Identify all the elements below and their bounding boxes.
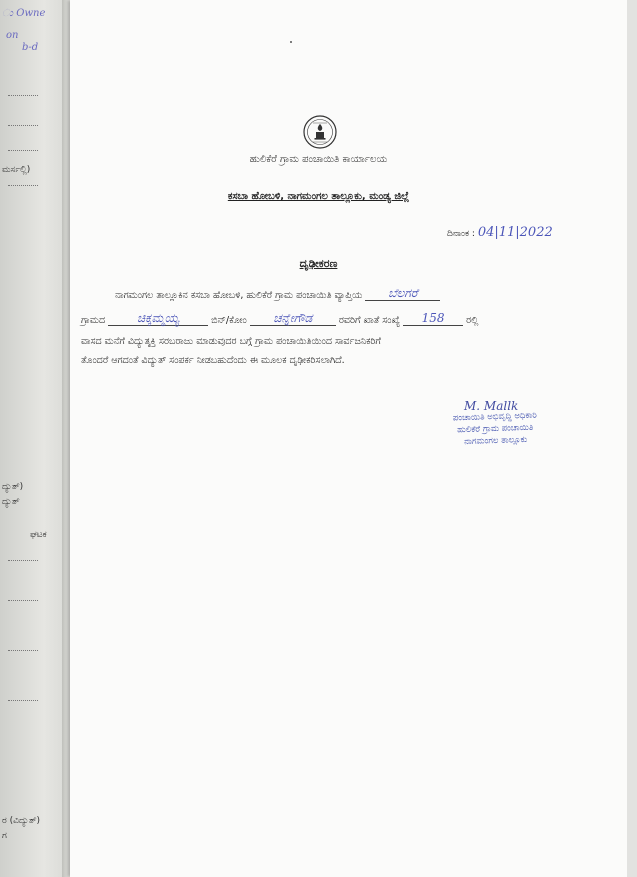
applicant-name-field: ಚಿಕ್ಕಮ್ಮಯ್ಯ <box>108 312 208 326</box>
khata-number-field: 158 <box>403 312 463 326</box>
underlying-dotted-line <box>8 650 38 651</box>
office-title: ಹುಲಿಕೆರೆ ಗ್ರಾಮ ಪಂಚಾಯಿತಿ ಕಾರ್ಯಾಲಯ <box>249 154 388 165</box>
village-name-field: ಬೆಲಗರೆ <box>365 287 440 301</box>
body-line-4: ತೊಂದರೆ ಆಗದಂತೆ ವಿದ್ಯುತ್ ಸಂಪರ್ಕ ನೀಡಬಹುದೆಂದು ಈ ಮೂಲಕ ದೃಢೀಕರಿಸಲಾಗಿದೆ. <box>81 355 345 366</box>
body-line-2 <box>81 312 478 326</box>
body-line-3: ವಾಸದ ಮನೆಗೆ ವಿದ್ಯುತ್ಶಕ್ತಿ ಸರಬರಾಜು ಮಾಡುವುದರ ಬಗ್ಗೆ ಗ್ರಾಮ ಪಂಚಾಯಿತಿಯಿಂದ ಸಾರ್ವಜನಿಕರಿಗೆ <box>81 336 381 347</box>
stamp-line-2: ಹುಲಿಕೆರೆ ಗ್ರಾಮ ಪಂಚಾಯಿತಿ <box>457 422 534 436</box>
body-text: ಗ್ರಾಮದ <box>81 315 106 326</box>
stamp-line-1: ಪಂಚಾಯಿತಿ ಅಭಿವೃದ್ಧಿ ಅಧಿಕಾರಿ <box>452 410 537 424</box>
underlying-dotted-line <box>8 600 38 601</box>
page-speck <box>290 41 292 43</box>
document-title: ದೃಢೀಕರಣ <box>299 257 338 270</box>
body-text: ರವರಿಗೆ ಖಾತೆ ಸಂಖ್ಯೆ <box>338 315 401 326</box>
panchayat-emblem-icon <box>303 115 337 149</box>
underlying-dotted-line <box>8 125 38 126</box>
underlying-dotted-line <box>8 150 38 151</box>
underlying-dotted-line <box>8 185 38 186</box>
underlying-text-fragment: ರ (ವಿದ್ಯುತ್) <box>2 816 41 826</box>
underlying-dotted-line <box>8 95 38 96</box>
underlying-handwriting: on <box>6 30 19 41</box>
date-value: 04|11|2022 <box>477 225 553 240</box>
father-name-field: ಚನ್ನೇಗೌಡ <box>250 312 336 326</box>
date-label: ದಿನಾಂಕ : <box>447 229 475 239</box>
office-address-text: ಕಸಬಾ ಹೋಬಳಿ, ನಾಗಮಂಗಲ ತಾಲ್ಲೂಕು, ಮಂಡ್ಯ ಜಿಲ್ಲೆ <box>227 191 410 202</box>
office-address <box>0 191 637 202</box>
body-text: ನಾಗಮಂಗಲ ತಾಲ್ಲೂಕಿನ ಕಸಬಾ ಹೋಬಳಿ, ಹುಲಿಕೆರೆ ಗ್ರಾಮ ಪಂಚಾಯಿತಿ ವ್ಯಾಪ್ತಿಯ <box>115 290 363 301</box>
date-line <box>447 225 553 240</box>
underlying-handwriting: b-d <box>22 42 39 53</box>
stamp-line-3: ನಾಗಮಂಗಲ ತಾಲ್ಲೂಕು <box>464 434 528 448</box>
body-text: ರಲ್ಲಿ <box>466 315 479 326</box>
body-line-1 <box>115 287 440 301</box>
underlying-text-fragment: ದ್ಯುತ್ <box>2 497 20 507</box>
underlying-dotted-line <box>8 560 38 561</box>
body-text: ಬಿನ್/ಕೋಂ <box>211 315 247 326</box>
underlying-text-fragment: ದ್ಯುತ್) <box>2 482 24 492</box>
underlying-text-fragment: ಘಟಕ <box>30 530 47 540</box>
underlying-handwriting: ು Owne <box>2 8 46 19</box>
underlying-dotted-line <box>8 700 38 701</box>
underlying-text-fragment: ಗ <box>2 831 7 841</box>
officer-signature: M. Mallk <box>464 399 519 413</box>
underlying-text-fragment: ಮರ್ಸಲ್ಲಿ) <box>2 165 31 175</box>
official-seal-stamp <box>414 394 576 450</box>
page-right-edge <box>627 0 637 877</box>
